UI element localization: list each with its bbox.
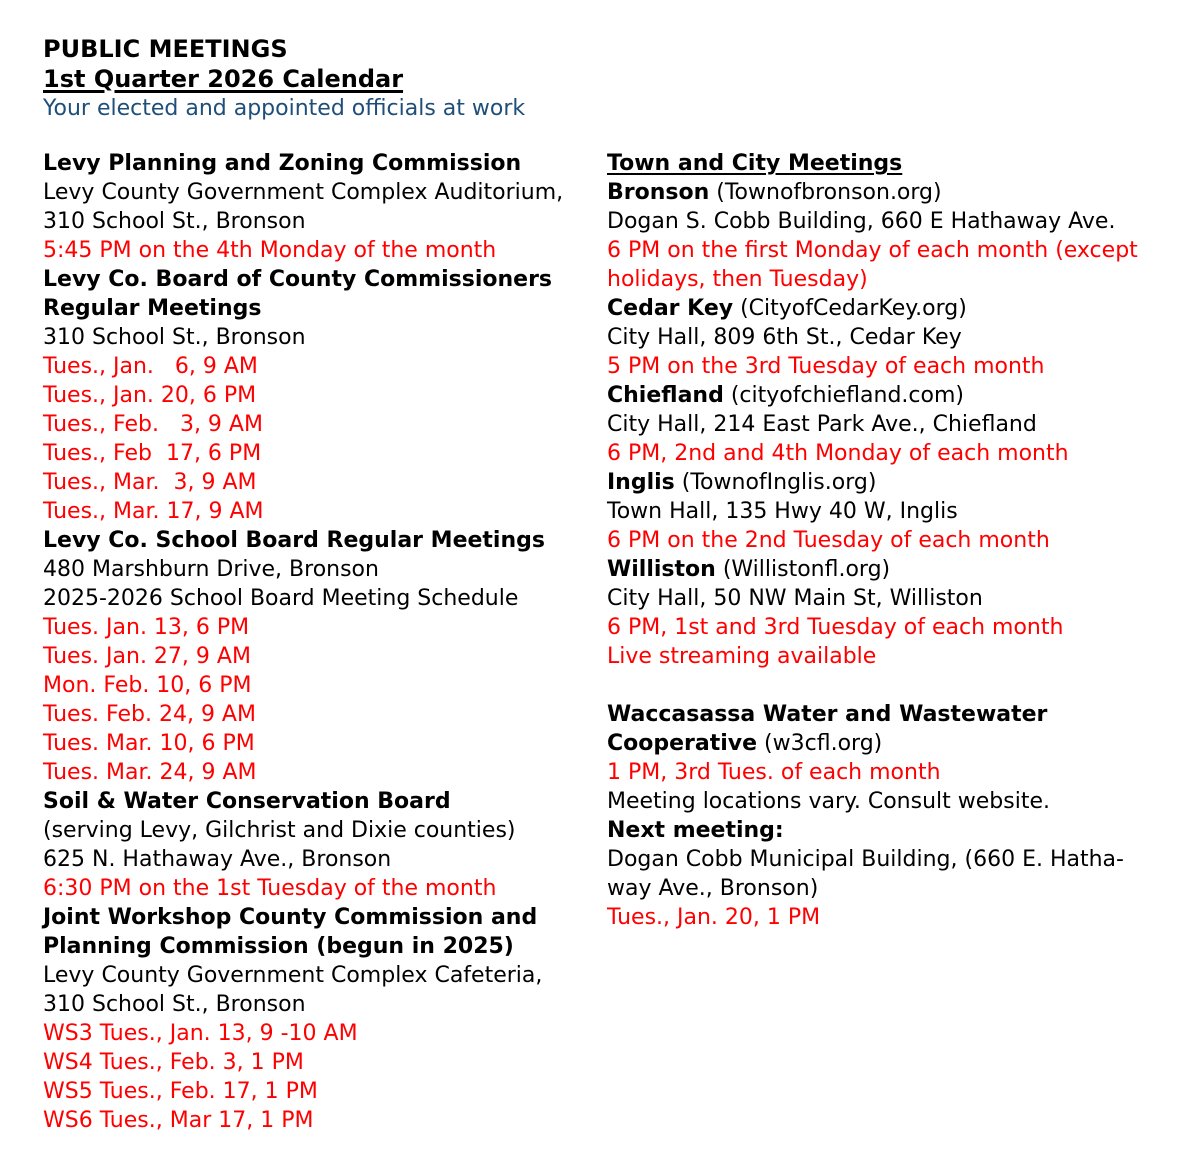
schedule-line: 6:30 PM on the 1st Tuesday of the month [43, 876, 497, 901]
section-chiefland [607, 381, 1185, 468]
schedule-line: 1 PM, 3rd Tues. of each month [607, 760, 941, 785]
org-website: (CityofCedarKey.org) [733, 296, 967, 321]
org-name: Williston [607, 557, 716, 582]
schedule-line: Tues. Feb. 24, 9 AM [43, 702, 256, 727]
schedule-line: Live streaming available [607, 644, 877, 669]
detail-line: Levy County Government Complex Cafeteria, [43, 963, 543, 988]
schedule-line: 6 PM, 1st and 3rd Tuesday of each month [607, 615, 1064, 640]
section-heading: Levy Co. School Board Regular Meetings [43, 528, 545, 553]
org-name-line [607, 178, 1185, 207]
detail-line: way Ave., Bronson) [607, 876, 819, 901]
org-name-line [607, 294, 1185, 323]
detail-line: Dogan S. Cobb Building, 660 E Hathaway Ave. [607, 209, 1116, 234]
detail-line: Town Hall, 135 Hwy 40 W, Inglis [607, 499, 958, 524]
right-column [607, 149, 1185, 1135]
schedule-line: holidays, then Tuesday) [607, 267, 868, 292]
schedule-line: 5:45 PM on the 4th Monday of the month [43, 238, 497, 263]
page-subtitle: 1st Quarter 2026 Calendar [43, 65, 404, 93]
section-levy-planning-zoning [43, 149, 607, 265]
detail-line: 310 School St., Bronson [43, 325, 306, 350]
org-name-line [607, 381, 1185, 410]
detail-line: City Hall, 809 6th St., Cedar Key [607, 325, 962, 350]
blank-line [607, 671, 1185, 700]
schedule-line: Tues., Jan. 20, 1 PM [607, 905, 821, 930]
schedule-line: Tues., Mar. 3, 9 AM [43, 470, 257, 495]
org-website: (cityofchiefland.com) [723, 383, 964, 408]
schedule-line: 6 PM on the 2nd Tuesday of each month [607, 528, 1050, 553]
detail-line: City Hall, 50 NW Main St, Williston [607, 586, 983, 611]
org-name-line [607, 729, 1185, 758]
section-heading: Soil & Water Conservation Board [43, 789, 451, 814]
schedule-line: WS4 Tues., Feb. 3, 1 PM [43, 1050, 304, 1075]
detail-line: 310 School St., Bronson [43, 209, 306, 234]
section-joint-workshop [43, 903, 607, 1135]
section-soil-water-conservation [43, 787, 607, 903]
schedule-line: Tues. Jan. 13, 6 PM [43, 615, 250, 640]
section-school-board [43, 526, 607, 787]
detail-line: Dogan Cobb Municipal Building, (660 E. Hatha- [607, 847, 1124, 872]
schedule-line: 6 PM on the first Monday of each month (except [607, 238, 1138, 263]
detail-line: 625 N. Hathaway Ave., Bronson [43, 847, 392, 872]
page-title: PUBLIC MEETINGS [43, 35, 288, 63]
section-heading: Waccasassa Water and Wastewater [607, 702, 1048, 727]
section-gap [607, 671, 1185, 700]
org-website: (TownofInglis.org) [674, 470, 877, 495]
section-heading: Next meeting: [607, 818, 784, 843]
section-heading: Levy Co. Board of County Commissioners [43, 267, 553, 292]
org-website: (Townofbronson.org) [709, 180, 942, 205]
detail-line: (serving Levy, Gilchrist and Dixie counties) [43, 818, 516, 843]
section-heading: Levy Planning and Zoning Commission [43, 151, 522, 176]
section-cedar-key [607, 294, 1185, 381]
org-name: Cooperative [607, 731, 758, 756]
org-name: Bronson [607, 180, 710, 205]
section-town-city-header [607, 149, 1185, 178]
schedule-line: WS3 Tues., Jan. 13, 9 -10 AM [43, 1021, 358, 1046]
schedule-line: 5 PM on the 3rd Tuesday of each month [607, 354, 1045, 379]
section-inglis [607, 468, 1185, 555]
schedule-line: Tues., Feb. 3, 9 AM [43, 412, 263, 437]
section-county-commissioners [43, 265, 607, 526]
org-name-line [607, 468, 1185, 497]
document-header [43, 34, 1185, 124]
section-williston [607, 555, 1185, 671]
schedule-line: WS5 Tues., Feb. 17, 1 PM [43, 1079, 318, 1104]
detail-line: Levy County Government Complex Auditorium, [43, 180, 564, 205]
schedule-line: Tues., Feb 17, 6 PM [43, 441, 262, 466]
schedule-line: Tues. Jan. 27, 9 AM [43, 644, 251, 669]
schedule-line: Tues., Jan. 6, 9 AM [43, 354, 258, 379]
detail-line: 2025-2026 School Board Meeting Schedule [43, 586, 519, 611]
schedule-line: Tues. Mar. 24, 9 AM [43, 760, 257, 785]
section-heading: Joint Workshop County Commission and [43, 905, 538, 930]
schedule-line: Tues., Mar. 17, 9 AM [43, 499, 264, 524]
column-heading: Town and City Meetings [607, 151, 903, 176]
schedule-line: Mon. Feb. 10, 6 PM [43, 673, 252, 698]
org-name: Chiefland [607, 383, 724, 408]
two-column-layout [43, 149, 1185, 1135]
schedule-line: Tues., Jan. 20, 6 PM [43, 383, 257, 408]
schedule-line: Tues. Mar. 10, 6 PM [43, 731, 255, 756]
schedule-line: 6 PM, 2nd and 4th Monday of each month [607, 441, 1069, 466]
detail-line: 310 School St., Bronson [43, 992, 306, 1017]
org-website: (w3cfl.org) [757, 731, 883, 756]
section-heading: Planning Commission (begun in 2025) [43, 934, 514, 959]
section-heading: Regular Meetings [43, 296, 262, 321]
org-website: (Willistonfl.org) [715, 557, 891, 582]
org-name-line [607, 555, 1185, 584]
detail-line: City Hall, 214 East Park Ave., Chiefland [607, 412, 1037, 437]
section-bronson [607, 178, 1185, 294]
page-tagline: Your elected and appointed officials at work [43, 96, 526, 121]
detail-line: Meeting locations vary. Consult website. [607, 789, 1050, 814]
org-name: Cedar Key [607, 296, 734, 321]
section-waccasassa-cooperative [607, 700, 1185, 932]
detail-line: 480 Marshburn Drive, Bronson [43, 557, 379, 582]
schedule-line: WS6 Tues., Mar 17, 1 PM [43, 1108, 314, 1133]
org-name: Inglis [607, 470, 675, 495]
left-column [43, 149, 607, 1135]
